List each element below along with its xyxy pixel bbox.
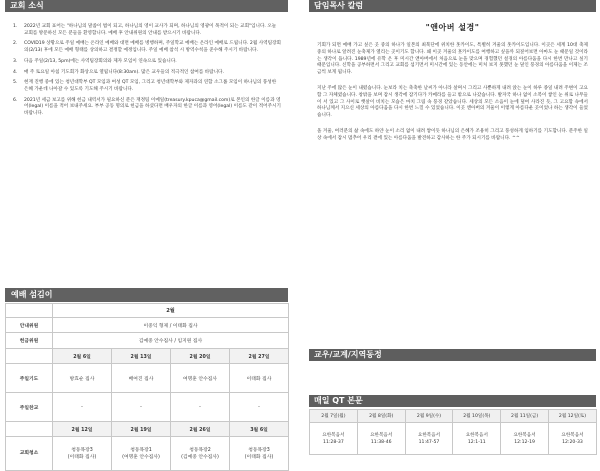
date-cell: 2월 6일 [53,349,112,364]
notice-item: 6. 2021년 세금 보고를 위해 헌금 내역서가 필요하신 분은 재정팀 이메일(treasury.kpuca@gmail.com)로 본인의 한글 이름과 영어(legal) 이름을 적어 보내주세요. 부부 공동 명의로 헌금을 하셨다면 배우자의 한글 이름과 영어(legal) 이름도 같이 적어주시기 바랍니다. [13,97,281,116]
roster-cell: 청동목장3 (이태화 집사) [53,437,112,471]
qt-date: 2월 10일(목) [453,410,501,423]
column-title: "앤아버 설경" [425,23,480,32]
row-label: 주일기도 [6,364,53,393]
roster-cell: - [171,393,230,422]
date-cell: 2월 26일 [171,422,230,437]
column-paragraph: 기회가 되면 예배 가고 싶은 곳 중의 하나가 일본의 최북단에 위치한 홋카이도, 특별히 겨울의 홋카이도입니다. 이곳은 세계 10대 축제 중의 하나로 알려진 눈축제가 열리는 곳이기도 합니다. 왜 이곳 겨울의 홋카이도를 여행하고 싶을까 되짚어보면 아마도 눈 때문일 것이라는 생각이 듭니다. 1989년에 유학 온 후 미시간 앤아버에서 처음으로 눈을 맞으며 경험했던 설경의 아름다움을 다시 한번 만나고 싶기 때문입니다. 신학을 공부하면서 그리고 교회를 섬기면서 미시간에 있는 동안에는 미처 보지 못했던 눈 덮인 풍경의 아름다움을 이제는 조금씩 보게 됩니다. [317,43,588,76]
roster-cell: 이태화 집사 [230,364,289,393]
news-header: 교우/교계/지역동정 [309,349,596,361]
roster-cell: 여명훈 안수집사 [171,364,230,393]
table-row [6,333,289,349]
date-cell: 3월 6일 [230,422,289,437]
table-row [6,304,289,318]
table-row [6,437,289,471]
roster-cell: 청동목장2 (김예중 안수집사) [171,437,230,471]
date-cell: 2월 27일 [230,349,289,364]
notice-item: 5. 현재 진행 중에 있는 청년대학부 QT 모임과 여성 QT 모임, 그리고 청년대학부와 제자과의 연합 소그룹 모임이 하나님의 풍성한 은혜 가운데 나아갈 수 있도록 기도해 주시기 바랍니다. [13,80,277,92]
notices-section [5,0,288,122]
date-cell: 2월 20일 [171,349,230,364]
month-cell: 2월 [53,304,289,318]
row-label: 교회청소 [6,437,53,471]
row-value: 김예중 안수집사 / 임지원 집사 [53,333,289,349]
roster-cell: - [112,393,171,422]
roster-cell: 방효순 집사 [53,364,112,393]
roster-cell: - [53,393,112,422]
qt-table [309,409,597,455]
roster-table [5,303,289,471]
notice-item: 3. 다음 주일(2/13, 5pm)에는 사역팀장회의와 제자 모임이 연속으로 있습니다. [13,58,177,64]
notice-item: 2. COVID19 상황으로 주일 예배는 온라인 예배와 대면 예배를 병행하며, 주일학교 예배는 온라인 예배로 드립니다. 2월 사역팀장회의(2/13) 후에 모든 예배 형태를 상의하고 결정할 예정입니다. 주일 예배 참석 시 방역수칙을 준수해 주시기 바랍니다. [13,41,281,53]
roster-cell: - [230,393,289,422]
date-cell: 2월 12일 [53,422,112,437]
date-cell: 2월 19일 [112,422,171,437]
pastor-column-section [309,0,596,152]
qt-passage: 요한복음서 12:20-33 [548,423,596,455]
row-value: 이중익 형제 / 이태화 집사 [53,318,289,333]
table-row [310,423,597,455]
table-row [6,422,289,437]
notices-header: 교회 소식 [5,0,288,12]
pastor-column-header: 담임목사 칼럼 [309,0,596,12]
qt-date: 2월 7일(월) [310,410,358,423]
qt-header: 매일 QT 본문 [309,395,596,407]
qt-passage: 요한복음서 12:1-11 [453,423,501,455]
table-row [6,318,289,333]
table-row [6,393,289,422]
row-label: 안내위원 [6,318,53,333]
date-cell: 2월 13일 [112,349,171,364]
roster-cell: 청동목장3 (이태화 집사) [230,437,289,471]
table-row [6,349,289,364]
notice-item: 4. 매 주 토요일 아침 기도회가 화상으로 열립니다(8:30am). 많은 교우들의 적극적인 참여를 바랍니다. [13,69,224,75]
qt-passage: 요한복음서 11:28-37 [310,423,358,455]
qt-passage: 요한복음서 12:12-19 [501,423,549,455]
table-row [6,364,289,393]
roster-cell: 배여진 집사 [112,364,171,393]
qt-passage: 요한복음서 11:38-46 [357,423,405,455]
column-paragraph: 지난 주에 많은 눈이 내렸습니다. 눈보라 치는 축축한 날씨가 아니라 살며시 그리고 사뿐하게 내려 앉는 눈이 하루 종일 내려 주변이 고요함 그 자체였습니다. 창밖을 보며 잠시 생각에 잠기다가 카메라를 들고 밖으로 나갔습니다. 발자국 하나 없이 소복이 쌓인 눈 위로 나무들이 서 있고 그 사이로 햇살이 비치는 모습은 마치 그림 속 풍경 같았습니다. 세상의 모든 소음이 눈에 덮여 사라진 듯, 그 고요함 속에서 하나님께서 지으신 세상의 아름다움을 다시 한번 느낄 수 있었습니다. 이곳 앤아버의 겨울이 이렇게 아름다운 곳이었나 하는 생각이 들었습니다. [317,85,588,119]
roster-cell: 청동목장1 (여명훈 안수집사) [112,437,171,471]
qt-date: 2월 12일(토) [548,410,596,423]
qt-passage: 요한복음서 11:47-57 [405,423,453,455]
roster-header: 예배 섬김이 [5,288,288,302]
row-label: 헌금위원 [6,333,53,349]
qt-date: 2월 11일(금) [501,410,549,423]
notices-list [5,12,288,117]
qt-date: 2월 9일(수) [405,410,453,423]
table-row [310,410,597,423]
qt-date: 2월 8일(화) [357,410,405,423]
row-label: 주일찬교 [6,393,53,422]
column-paragraph: 올 겨울, 여러분의 삶 속에도 하얀 눈이 소리 없이 내려 쌓이듯 하나님의 은혜가 조용히 그리고 풍성하게 임하기를 기도합니다. 분주한 일상 속에서 잠시 멈추어 우리 곁에 있는 아름다움을 발견하고 감사하는 한 주가 되시기를 바랍니다. ^^ [317,128,588,141]
notice-item: 1. 2022년 교회 표어는 "하나님의 말씀이 법이 되고, 하나님의 영이 교사가 되며, 하나님의 영광이 목적이 되는 교회"입니다. 오늘 교회를 방문하신 모든 분들을 환영합니다. 예배 후 안내위원의 안내를 받으시기 바랍니다. [13,24,277,36]
